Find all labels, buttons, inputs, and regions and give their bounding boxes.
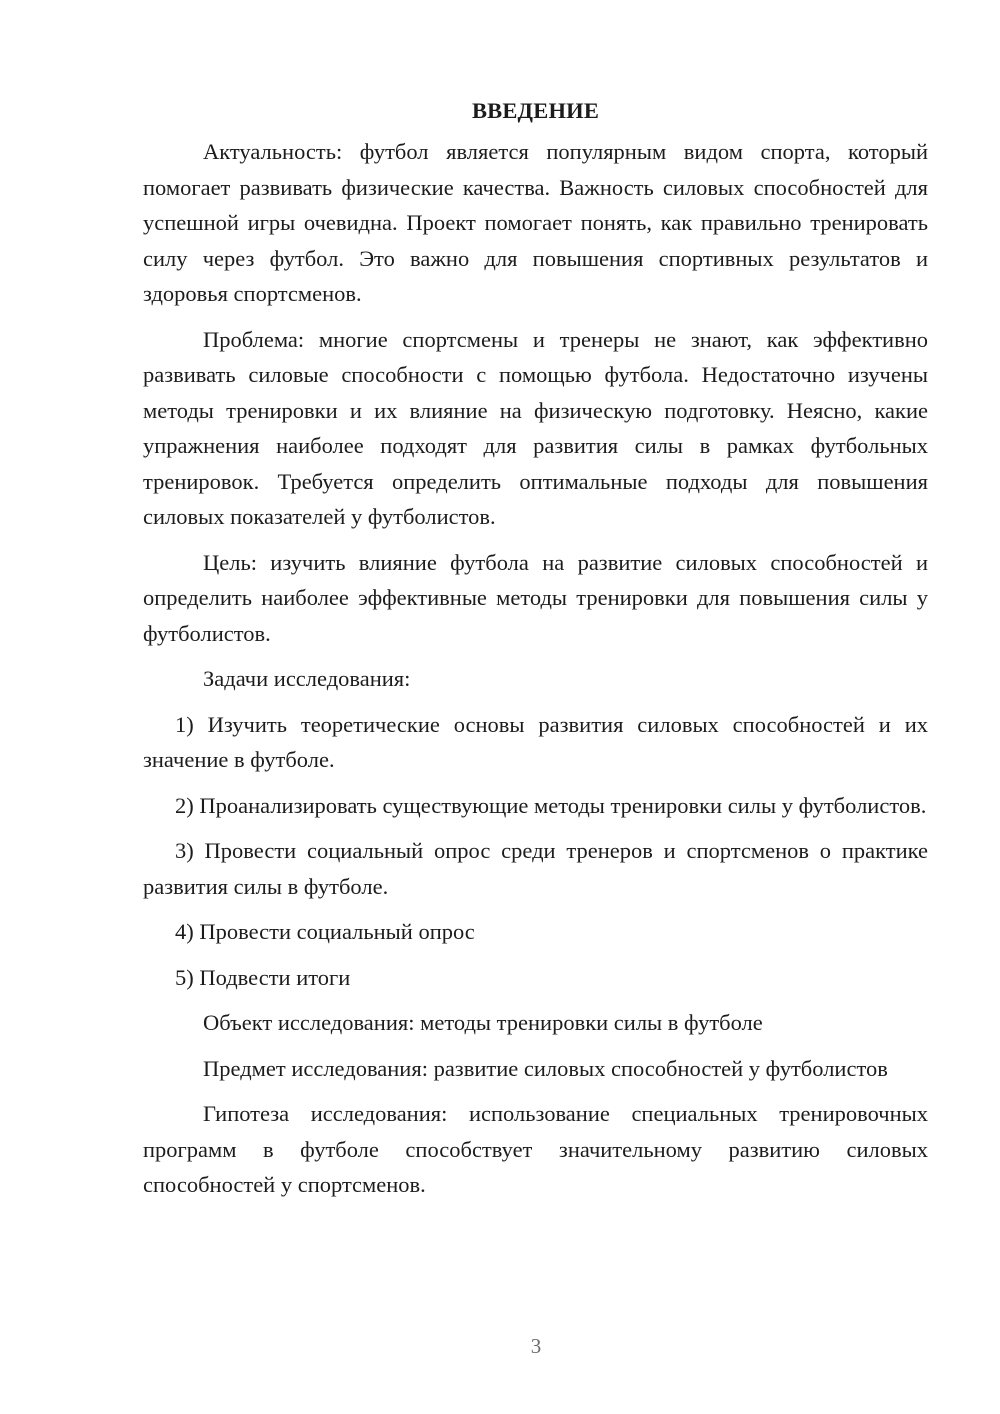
paragraph-relevance: Актуальность: футбол является популярным видом спорта, который помогает развивать физические качества. Важность силовых способностей для успешной игры очевидна. Проект помогает понять, как правильно тренировать силу через футбол. Это важно для повышения спортивных результатов и здоровья спортсменов.	[143, 139, 928, 306]
task-item-4: 4) Провести социальный опрос	[175, 919, 475, 944]
task-item-3: 3) Провести социальный опрос среди тренеров и спортсменов о практике развития силы в футболе.	[143, 838, 928, 899]
tasks-heading: Задачи исследования:	[203, 666, 411, 691]
paragraph-object: Объект исследования: методы тренировки силы в футболе	[203, 1010, 763, 1035]
task-item-5: 5) Подвести итоги	[175, 964, 351, 990]
paragraph-goal: Цель: изучить влияние футбола на развитие силовых способностей и определить наиболее эффективные методы тренировки для повышения силы у футболистов.	[143, 549, 928, 646]
section-title: ВВЕДЕНИЕ	[471, 98, 600, 123]
task-item-2: 2) Проанализировать существующие методы тренировки силы у футболистов.	[175, 792, 927, 818]
page-number: 3	[530, 1334, 542, 1358]
task-item-1: 1) Изучить теоретические основы развития силовых способностей и их значение в футболе.	[143, 711, 928, 772]
document-body	[143, 96, 928, 1213]
paragraph-hypothesis: Гипотеза исследования: использование специальных тренировочных программ в футболе способствует значительному развитию силовых способностей у спортсменов.	[143, 1101, 928, 1197]
paragraph-problem: Проблема: многие спортсмены и тренеры не знают, как эффективно развивать силовые способности с помощью футбола. Недостаточно изучены методы тренировки и их влияние на физическую подготовку. Неясно, какие упражнения наиболее подходят для развития силы в рамках футбольных тренировок. Требуется определить оптимальные подходы для повышения силовых показателей у футболистов.	[143, 326, 928, 529]
paragraph-subject: Предмет исследования: развитие силовых способностей у футболистов	[203, 1055, 888, 1081]
